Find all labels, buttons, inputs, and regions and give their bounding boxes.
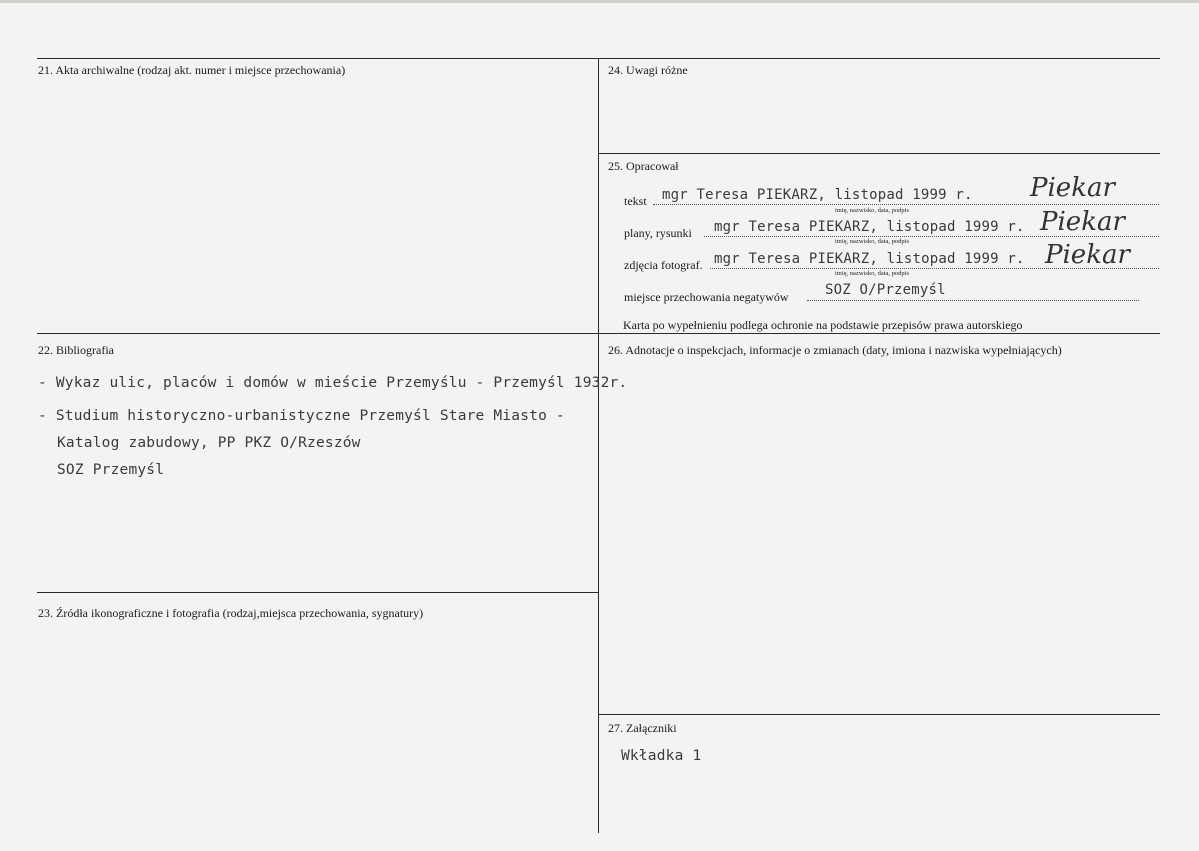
row-zdjecia-label: zdjęcia fotograf. <box>624 258 703 272</box>
bibliography-line-3: Katalog zabudowy, PP PKZ O/Rzeszów <box>57 435 361 451</box>
row-plany-caption: imię, nazwisko, data, podpis <box>835 238 910 245</box>
row-zdjecia-caption: imię, nazwisko, data, podpis <box>835 270 910 277</box>
rule-middle <box>37 333 1160 334</box>
row-plany-signature: Piekar <box>1040 207 1125 237</box>
negatives-dotted-line <box>807 300 1139 301</box>
bibliography-line-1: - Wykaz ulic, placów i domów w mieście Przemyślu - Przemyśl 1932r. <box>38 375 628 391</box>
section-26-label: 26. Adnotacje o inspekcjach, informacje o zmianach (daty, imiona i nazwiska wypełniających) <box>608 343 1062 357</box>
rule-22-23 <box>37 592 598 593</box>
bibliography-line-2: - Studium historyczno-urbanistyczne Przemyśl Stare Miasto - <box>38 408 565 424</box>
row-tekst-caption: imię, nazwisko, data, podpis <box>835 207 910 214</box>
section-21-label: 21. Akta archiwalne (rodzaj akt. numer i miejsce przechowania) <box>38 63 346 77</box>
row-tekst-value: mgr Teresa PIEKARZ, listopad 1999 r. <box>662 187 973 203</box>
scan-top-edge <box>0 0 1199 3</box>
bibliography-line-4: SOZ Przemyśl <box>57 462 165 478</box>
row-tekst-dotted-line <box>653 204 1159 205</box>
row-tekst-label: tekst <box>624 194 647 208</box>
row-zdjecia-value: mgr Teresa PIEKARZ, listopad 1999 r. <box>714 251 1025 267</box>
rule-26-27 <box>598 714 1160 715</box>
rule-24-25 <box>598 153 1160 154</box>
section-23-label: 23. Źródła ikonograficzne i fotografia (rodzaj,miejsca przechowania, sygnatury) <box>38 606 424 620</box>
negatives-value: SOZ O/Przemyśl <box>825 282 946 298</box>
copyright-note: Karta po wypełnieniu podlega ochronie na podstawie przepisów prawa autorskiego <box>623 318 1023 332</box>
attachments-value: Wkładka 1 <box>621 748 702 764</box>
row-tekst-signature: Piekar <box>1030 173 1115 203</box>
section-25-label: 25. Opracował <box>608 159 679 173</box>
section-27-label: 27. Załączniki <box>608 721 677 735</box>
section-24-label: 24. Uwagi różne <box>608 63 688 77</box>
row-plany-label: plany, rysunki <box>624 226 692 240</box>
row-zdjecia-signature: Piekar <box>1045 240 1130 270</box>
negatives-label: miejsce przechowania negatywów <box>624 290 789 304</box>
row-plany-value: mgr Teresa PIEKARZ, listopad 1999 r. <box>714 219 1025 235</box>
center-divider <box>598 58 599 833</box>
section-22-label: 22. Bibliografia <box>38 343 114 357</box>
